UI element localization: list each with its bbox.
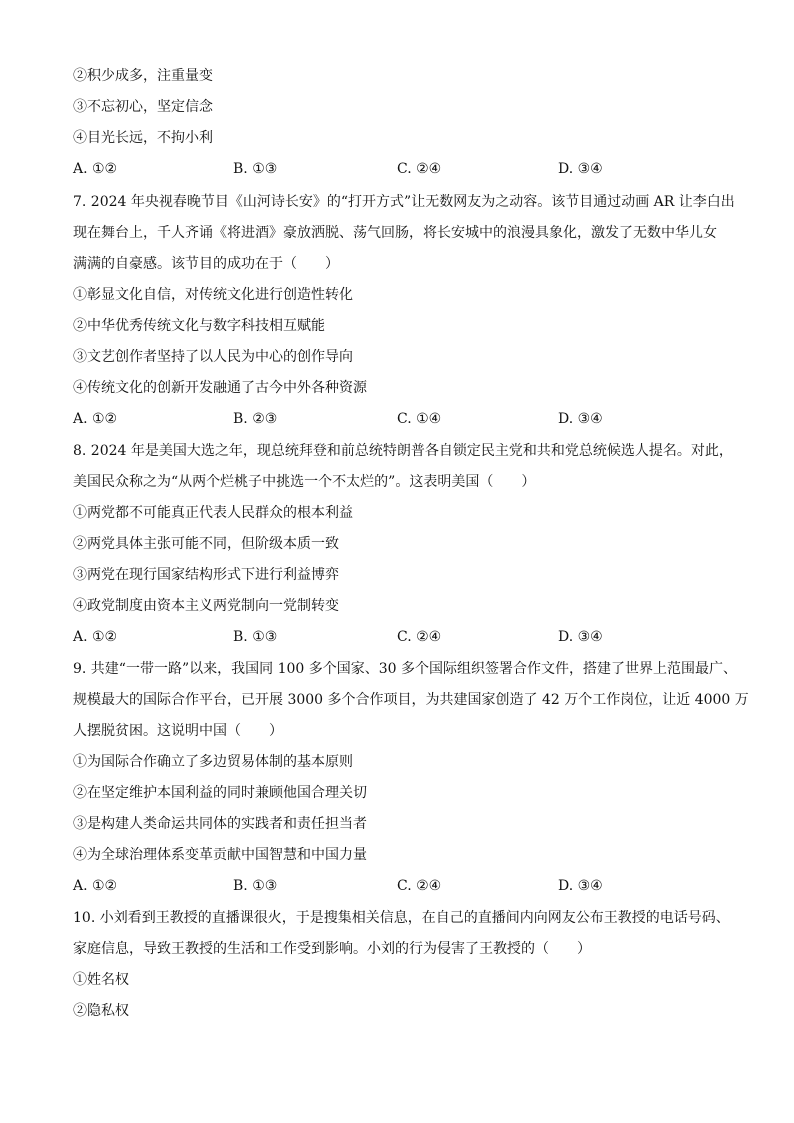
option-item: ③是构建人类命运共同体的实践者和责任担当者 — [73, 816, 367, 832]
choice-c: C. ②④ — [397, 629, 442, 645]
option-item: ①姓名权 — [73, 972, 129, 988]
option-item: ④传统文化的创新开发融通了古今中外各种资源 — [73, 380, 367, 396]
option-item: ②在坚定维护本国利益的同时兼顾他国合理关切 — [73, 785, 367, 801]
choice-a: A. ①② — [73, 161, 118, 177]
question-7-stem: 现在舞台上，千人齐诵《将进酒》豪放洒脱、荡气回肠，将长安城中的浪漫具象化，激发了无数中华儿女 — [73, 225, 717, 241]
question-7-stem: 满满的自豪感。该节目的成功在于（ ） — [73, 256, 339, 272]
option-item: ②中华优秀传统文化与数字科技相互赋能 — [73, 318, 325, 334]
option-item: ④政党制度由资本主义两党制向一党制转变 — [73, 598, 339, 614]
choice-d: D. ③④ — [558, 411, 603, 427]
choice-a: A. ①② — [73, 878, 118, 894]
option-item: ③文艺创作者坚持了以人民为中心的创作导向 — [73, 349, 353, 365]
option-item: ②隐私权 — [73, 1003, 129, 1019]
question-9-stem: 规模最大的国际合作平台，已开展 3000 多个合作项目，为共建国家创造了 42 万个工作岗位，让近 4000 万 — [73, 692, 749, 708]
option-item: ①为国际合作确立了多边贸易体制的基本原则 — [73, 754, 353, 770]
choice-c: C. ②④ — [397, 161, 442, 177]
question-10-stem: 家庭信息，导致王教授的生活和工作受到影响。小刘的行为侵害了王教授的（ ） — [73, 941, 591, 957]
question-9-stem: 人摆脱贫困。这说明中国（ ） — [73, 723, 283, 739]
choice-c: C. ①④ — [397, 411, 442, 427]
choice-a: A. ①② — [73, 411, 118, 427]
choice-d: D. ③④ — [558, 629, 603, 645]
question-8-stem: 美国民众称之为“从两个烂桃子中挑选一个不太烂的”。这表明美国（ ） — [73, 474, 536, 490]
question-8-stem: 8. 2024 年是美国大选之年，现总统拜登和前总统特朗普各自锁定民主党和共和党总统候选人提名。对此， — [73, 443, 733, 459]
choice-b: B. ①③ — [233, 629, 278, 645]
question-9-stem: 9. 共建“一带一路”以来，我国同 100 多个国家、30 多个国际组织签署合作文件，搭建了世界上范围最广、 — [73, 661, 738, 677]
choice-b: B. ①③ — [233, 878, 278, 894]
choice-d: D. ③④ — [558, 878, 603, 894]
option-item: ④目光长远，不拘小利 — [73, 130, 213, 146]
choice-b: B. ②③ — [233, 411, 278, 427]
option-item: ③不忘初心，坚定信念 — [73, 99, 213, 115]
question-7-stem: 7. 2024 年央视春晚节目《山河诗长安》的“打开方式”让无数网友为之动容。该节目通过动画 AR 让李白出 — [73, 194, 735, 210]
choice-c: C. ②④ — [397, 878, 442, 894]
option-item: ②积少成多，注重量变 — [73, 68, 213, 84]
choice-d: D. ③④ — [558, 161, 603, 177]
option-item: ③两党在现行国家结构形式下进行利益博弈 — [73, 567, 339, 583]
option-item: ②两党具体主张可能不同，但阶级本质一致 — [73, 536, 339, 552]
choice-a: A. ①② — [73, 629, 118, 645]
option-item: ①两党都不可能真正代表人民群众的根本利益 — [73, 505, 353, 521]
question-10-stem: 10. 小刘看到王教授的直播课很火，于是搜集相关信息，在自己的直播间内向网友公布王教授的电话号码、 — [73, 910, 730, 926]
option-item: ④为全球治理体系变革贡献中国智慧和中国力量 — [73, 847, 367, 863]
option-item: ①彰显文化自信，对传统文化进行创造性转化 — [73, 287, 353, 303]
choice-b: B. ①③ — [233, 161, 278, 177]
